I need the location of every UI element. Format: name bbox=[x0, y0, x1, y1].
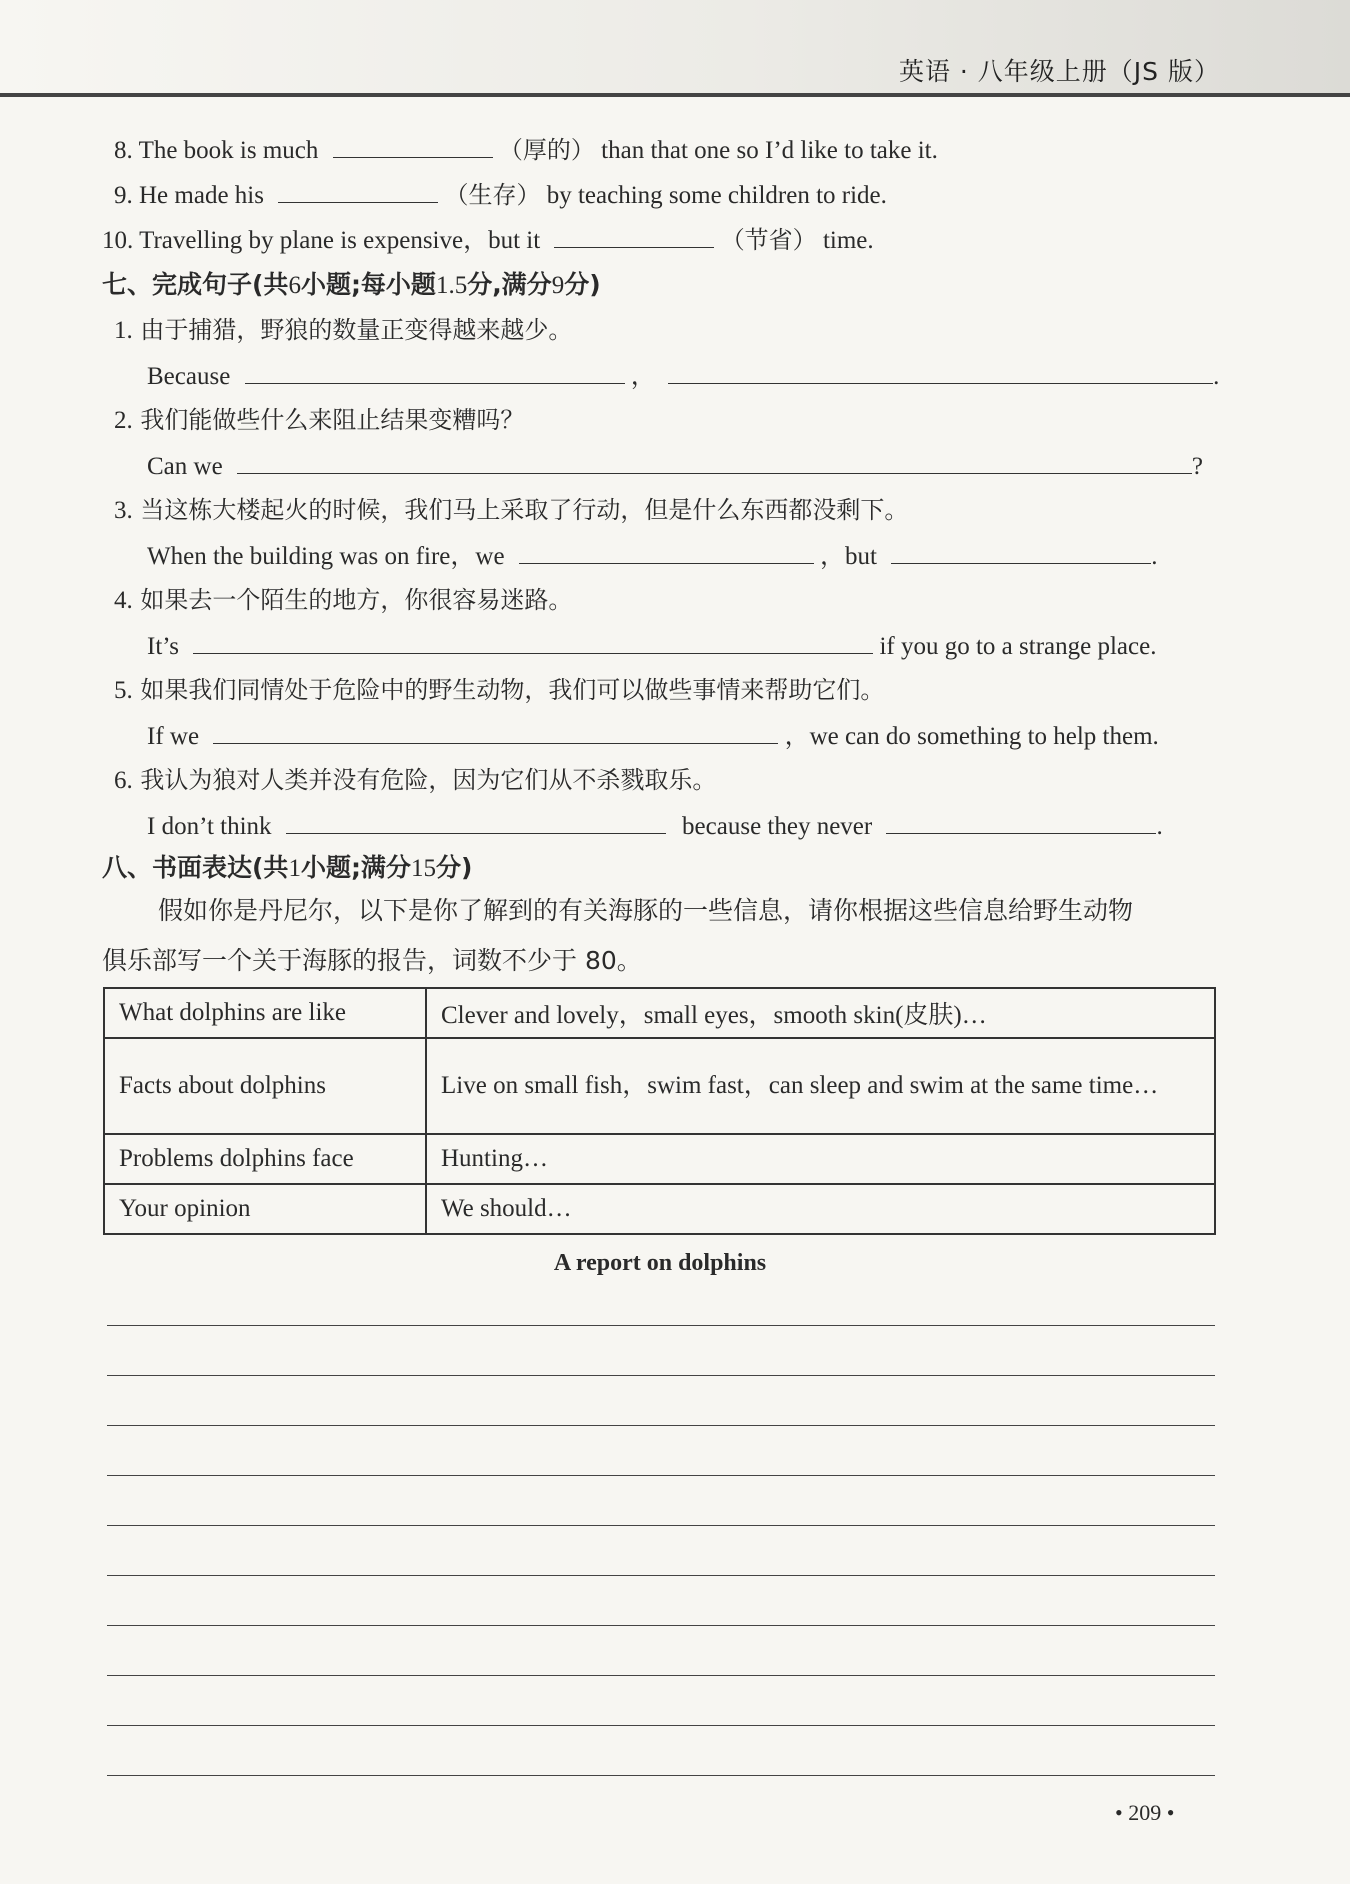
sentence-5-answer: If we ，we can do something to help them. bbox=[147, 720, 1159, 752]
sentence-6-answer: I don’t think because they never . bbox=[147, 810, 1163, 842]
writing-line[interactable] bbox=[107, 1525, 1215, 1526]
writing-line[interactable] bbox=[107, 1775, 1215, 1776]
page-number: • 209 • bbox=[1115, 1800, 1175, 1825]
writing-line[interactable] bbox=[107, 1675, 1215, 1676]
answer-blank[interactable] bbox=[278, 179, 438, 203]
sentence-3-answer: When the building was on fire，we ，but . bbox=[147, 540, 1158, 572]
writing-line[interactable] bbox=[107, 1725, 1215, 1726]
writing-line[interactable] bbox=[107, 1575, 1215, 1576]
question-10 bbox=[102, 224, 874, 256]
sentence-5-prompt: 5. 如果我们同情处于危险中的野生动物，我们可以做些事情来帮助它们。 bbox=[114, 676, 885, 704]
answer-blank[interactable] bbox=[286, 810, 666, 834]
sentence-6-prompt: 6. 我认为狼对人类并没有危险，因为它们从不杀戮取乐。 bbox=[114, 766, 717, 794]
sentence-1-prompt: 1. 由于捕猎，野狼的数量正变得越来越少。 bbox=[114, 316, 573, 344]
answer-blank[interactable] bbox=[245, 360, 625, 384]
question-text: by teaching some children to ride. bbox=[546, 182, 887, 209]
sentence-2-prompt: 2. 我们能做些什么来阻止结果变糟吗？ bbox=[114, 406, 525, 434]
answer-blank[interactable] bbox=[668, 360, 1213, 384]
question-number: 10. bbox=[102, 227, 134, 254]
word-hint: （厚的） bbox=[498, 136, 595, 164]
table-row: Facts about dolphins Live on small fish，swim fast，can sleep and swim at the same time… bbox=[104, 1038, 1215, 1134]
table-row: Problems dolphins face Hunting… bbox=[104, 1134, 1215, 1184]
section-7-title: 七、完成句子(共6小题;每小题1.5分,满分9分) bbox=[102, 270, 601, 299]
sentence-4-answer: It’s if you go to a strange place. bbox=[147, 630, 1156, 662]
answer-blank[interactable] bbox=[891, 540, 1151, 564]
word-hint: （节省） bbox=[720, 226, 817, 254]
question-text: than that one so I’d like to take it. bbox=[601, 137, 938, 164]
question-text: The book is much bbox=[138, 137, 319, 164]
question-text: time. bbox=[822, 227, 874, 254]
writing-line[interactable] bbox=[107, 1375, 1215, 1376]
question-text: He made his bbox=[139, 182, 264, 209]
section-8-title: 八、书面表达(共1小题;满分15分) bbox=[102, 853, 473, 882]
dolphin-info-table bbox=[103, 987, 1216, 1235]
question-8 bbox=[114, 134, 938, 166]
answer-blank[interactable] bbox=[213, 720, 778, 744]
sentence-3-prompt: 3. 当这栋大楼起火的时候，我们马上采取了行动，但是什么东西都没剩下。 bbox=[114, 496, 909, 524]
answer-blank[interactable] bbox=[193, 630, 873, 654]
page-header bbox=[0, 0, 1350, 97]
writing-line[interactable] bbox=[107, 1625, 1215, 1626]
question-number: 9. bbox=[114, 182, 133, 209]
table-row: What dolphins are like Clever and lovely，small eyes，smooth skin(皮肤)… bbox=[104, 988, 1215, 1038]
answer-blank[interactable] bbox=[886, 810, 1156, 834]
writing-line[interactable] bbox=[107, 1475, 1215, 1476]
writing-line[interactable] bbox=[107, 1325, 1215, 1326]
sentence-2-answer: Can we ? bbox=[147, 450, 1203, 482]
book-title: 英语 · 八年级上册（JS 版） bbox=[898, 57, 1220, 86]
question-number: 8. bbox=[114, 137, 133, 164]
answer-blank[interactable] bbox=[237, 450, 1192, 474]
answer-blank[interactable] bbox=[554, 224, 714, 248]
answer-blank[interactable] bbox=[519, 540, 814, 564]
table-row: Your opinion We should… bbox=[104, 1184, 1215, 1234]
question-text: Travelling by plane is expensive，but it bbox=[139, 227, 541, 254]
sentence-1-answer: Because ， . bbox=[147, 360, 1219, 392]
answer-blank[interactable] bbox=[333, 134, 493, 158]
report-title: A report on dolphins bbox=[553, 1250, 767, 1276]
sentence-4-prompt: 4. 如果去一个陌生的地方，你很容易迷路。 bbox=[114, 586, 573, 614]
question-9 bbox=[114, 179, 887, 211]
writing-line[interactable] bbox=[107, 1425, 1215, 1426]
word-hint: （生存） bbox=[444, 181, 541, 209]
writing-instruction: 假如你是丹尼尔，以下是你了解到的有关海豚的一些信息，请你根据这些信息给野生动物 俱乐部写一个关于海豚的报告，词数不少于 80。 bbox=[102, 896, 1134, 975]
